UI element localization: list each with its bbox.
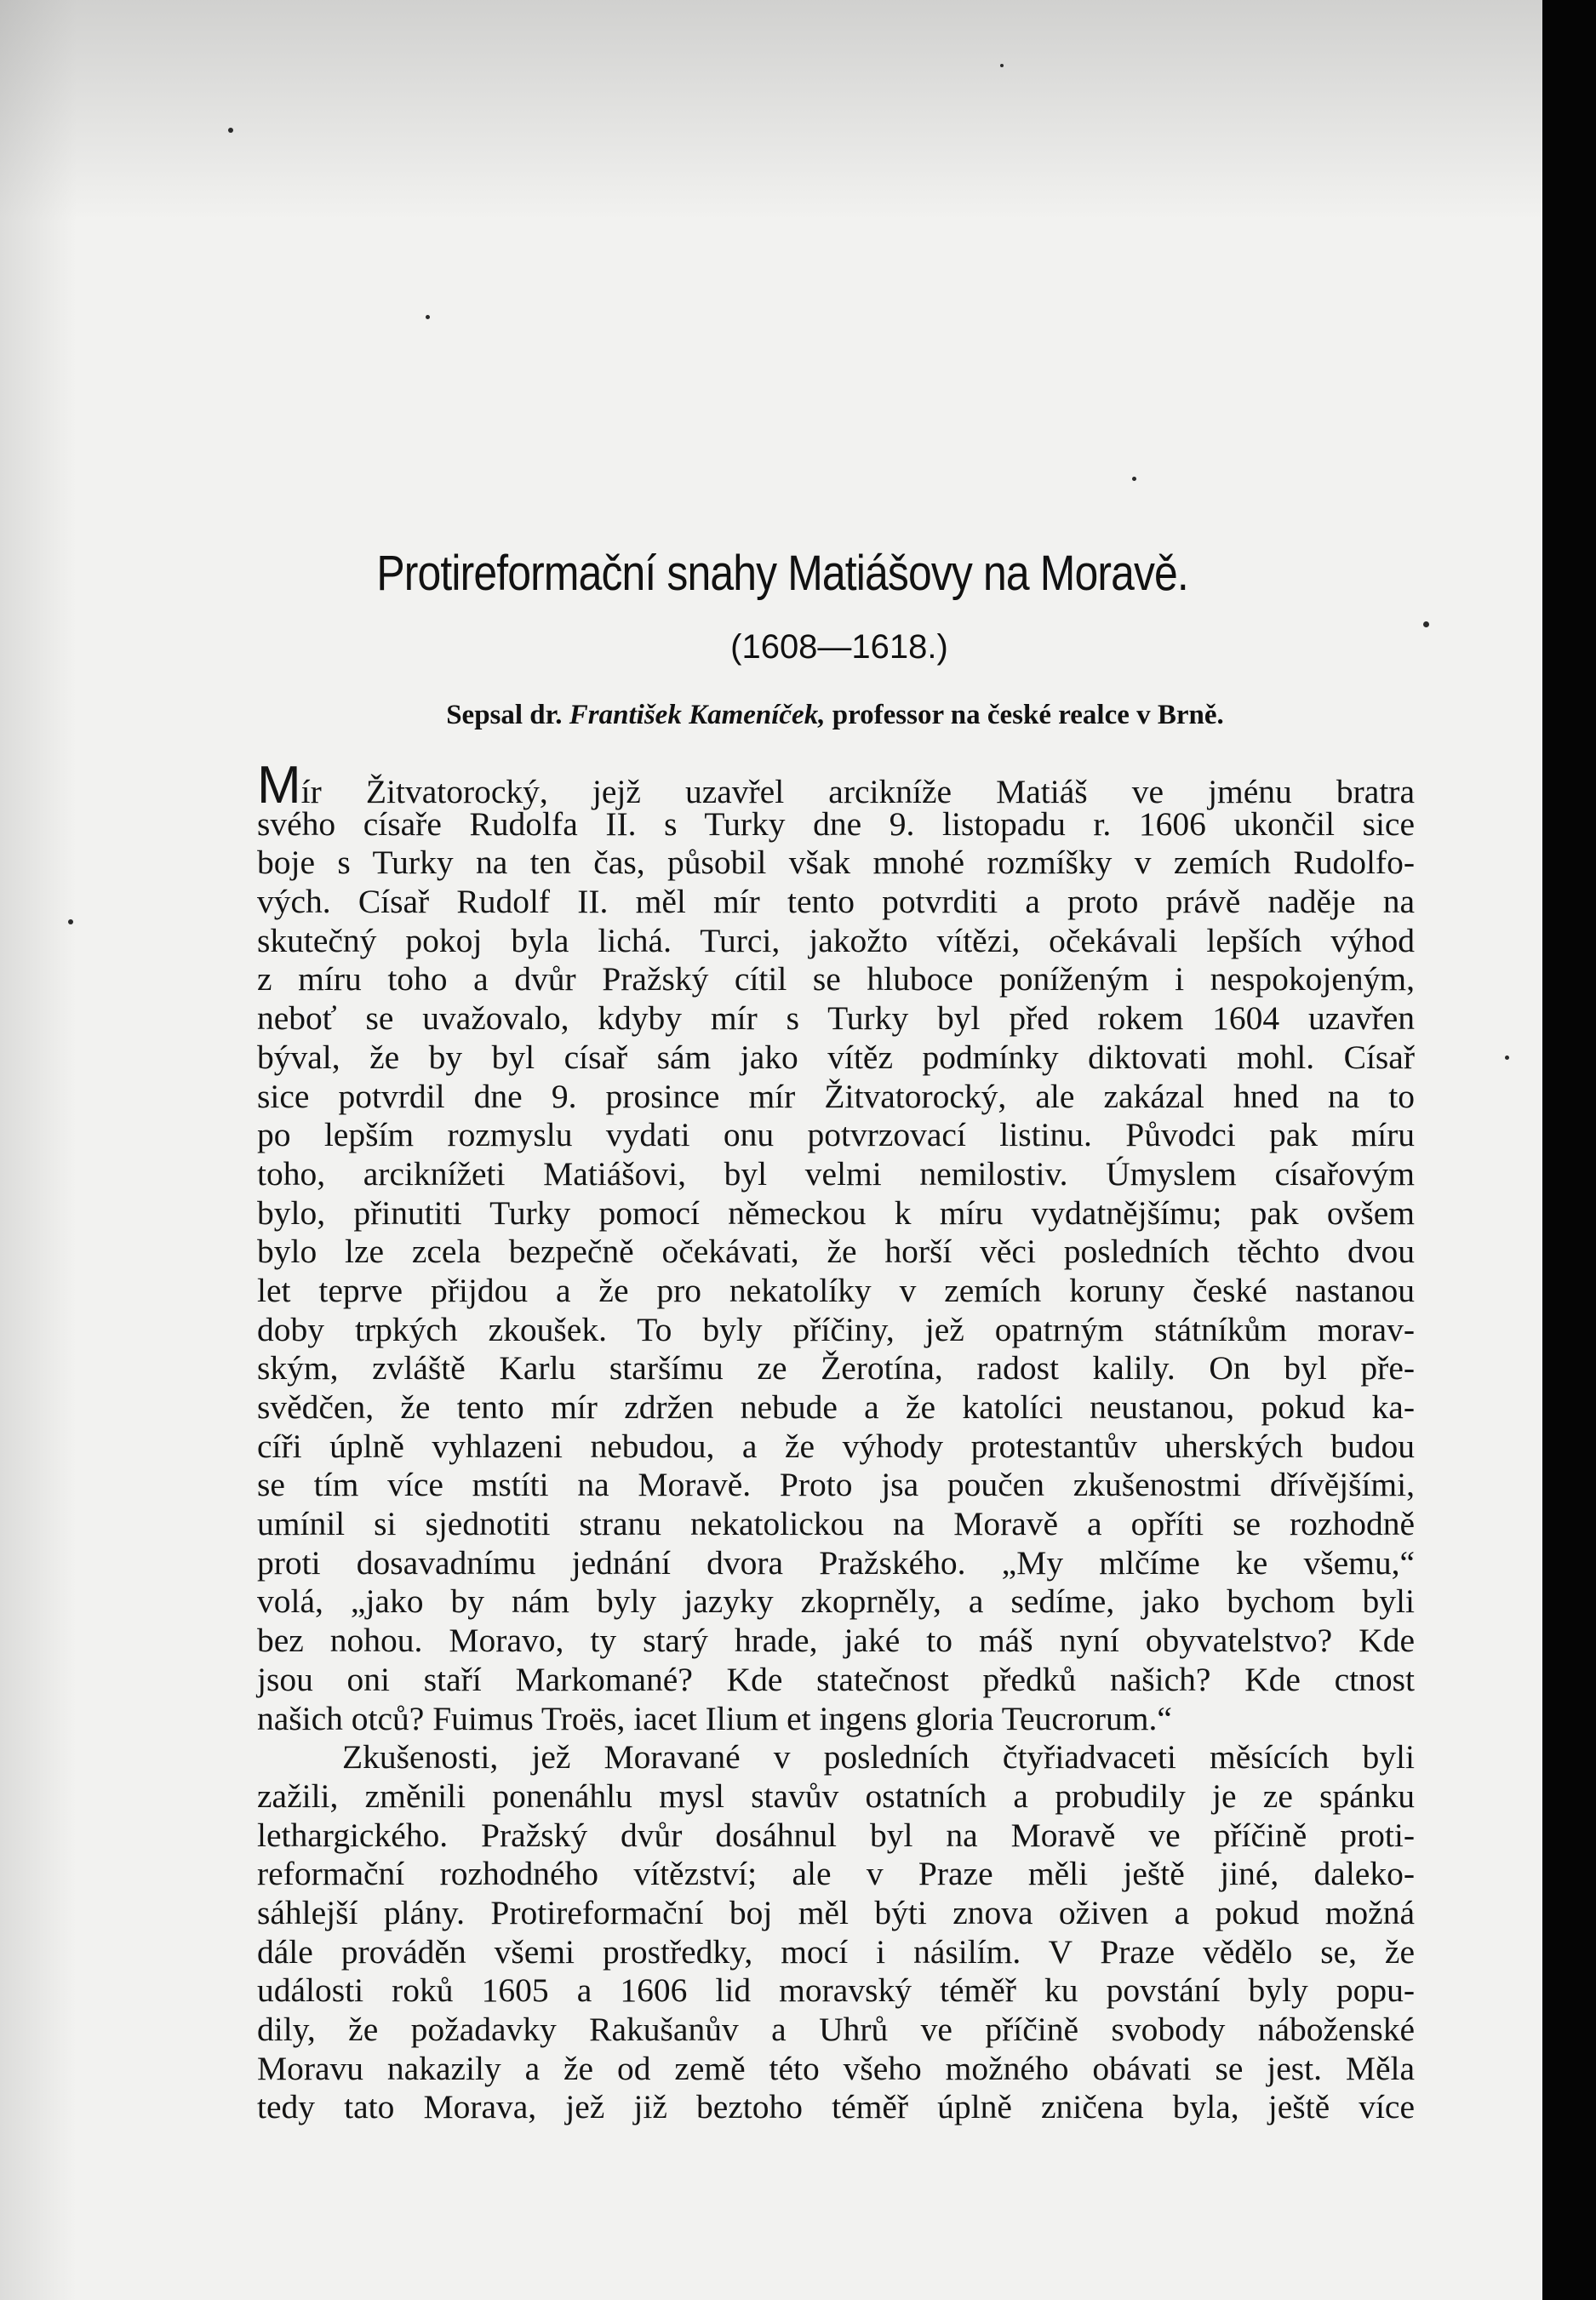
paragraph-line: neboť se uvažovalo, kdyby mír s Turky byl před rokem 1604 uzavřen bbox=[257, 999, 1415, 1038]
byline-prefix: Sepsal dr. bbox=[446, 700, 563, 730]
paragraph-line: svědčen, že tento mír zdržen nebude a že katolíci neustanou, pokud ka- bbox=[257, 1388, 1415, 1426]
article-body bbox=[257, 756, 1415, 2127]
paragraph-line: bez nohou. Moravo, ty starý hrade, jaké to máš nyní obyvatelstvo? Kde bbox=[257, 1622, 1415, 1660]
paragraph-line: volá, „jako by nám byly jazyky zkoprněly, a sedíme, jako bychom byli bbox=[257, 1582, 1415, 1621]
paragraph-line: bylo, přinutiti Turky pomocí německou k míru vydatnějšímu; pak ovšem bbox=[257, 1193, 1415, 1232]
scan-speck bbox=[1000, 64, 1004, 67]
scan-speck bbox=[68, 919, 73, 924]
paragraph-line: bylo lze zcela bezpečně očekávati, že horší věci posledních těchto dvou bbox=[257, 1233, 1415, 1271]
paragraph-line: Moravu nakazily a že od země této všeho možného obávati se jest. Měla bbox=[257, 2049, 1415, 2087]
paragraph-line: ským, zvláště Karlu staršímu ze Žerotína, radost kalily. On byl pře- bbox=[257, 1349, 1415, 1387]
scan-speck bbox=[228, 128, 233, 133]
paragraph-line: z míru toho a dvůr Pražský cítil se hluboce poníženým i nespokojeným, bbox=[257, 960, 1415, 998]
paragraph-line: Mír Žitvatorocký, jejž uzavřel arcikníže Matiáš ve jménu bratra bbox=[257, 756, 1415, 815]
paragraph-line: našich otců? Fuimus Troës, iacet Ilium et ingens gloria Teucrorum.“ bbox=[257, 1699, 1172, 1737]
paragraph-line: býval, že by byl císař sám jako vítěz podmínky diktovati mohl. Císař bbox=[257, 1038, 1415, 1076]
scan-speck bbox=[426, 315, 430, 319]
paragraph-line: se tím více mstíti na Moravě. Proto jsa poučen zkušenostmi dřívějšími, bbox=[257, 1466, 1415, 1504]
paragraph-line: reformační rozhodného vítězství; ale v Praze měli ještě jiné, daleko- bbox=[257, 1855, 1415, 1893]
drop-cap: M bbox=[257, 756, 301, 815]
scan-speck bbox=[1505, 1056, 1509, 1060]
paragraph-line: sáhlejší plány. Protireformační boj měl býti znova oživen a pokud možná bbox=[257, 1893, 1415, 1931]
scan-speck bbox=[1132, 477, 1136, 481]
paragraph-line: umínil si sjednotiti stranu nekatolickou na Moravě a opříti se rozhodně bbox=[257, 1505, 1415, 1543]
paragraph-line: události roků 1605 a 1606 lid moravský téměř ku povstání byly popu- bbox=[257, 1971, 1415, 2010]
scan-speck bbox=[1423, 621, 1429, 627]
paragraph-line: doby trpkých zkoušek. To byly příčiny, jež opatrným státníkům morav- bbox=[257, 1310, 1415, 1348]
paragraph-line: proti dosavadnímu jednání dvora Pražského. „My mlčíme ke všemu,“ bbox=[257, 1543, 1415, 1582]
paragraph-line: sice potvrdil dne 9. prosince mír Žitvatorocký, ale zakázal hned na to bbox=[257, 1077, 1415, 1115]
byline-suffix: professor na české realce v Brně. bbox=[832, 700, 1224, 730]
paragraph-line: dily, že požadavky Rakušanův a Uhrů ve příčině svobody náboženské bbox=[257, 2011, 1415, 2048]
scan-shadow-top bbox=[0, 0, 1542, 221]
paragraph-line: vých. Císař Rudolf II. měl mír tento potvrditi a proto právě naděje na bbox=[257, 883, 1415, 921]
paragraph-line: boje s Turky na ten čas, působil však mnohé rozmíšky v zemích Rudolfo- bbox=[257, 844, 1415, 882]
scan-shadow-left bbox=[0, 0, 77, 2300]
paragraph-line: skutečný pokoj byla lichá. Turci, jakožto vítězi, očekávali lepších výhod bbox=[257, 921, 1415, 959]
scan-border-right bbox=[1542, 0, 1596, 2300]
paragraph-line: zažili, změnili ponenáhlu mysl stavův ostatních a probudily je ze spánku bbox=[257, 1776, 1415, 1815]
paragraph-line: toho, arciknížeti Matiášovi, byl velmi nemilostiv. Úmyslem císařovým bbox=[257, 1154, 1415, 1193]
date-range: (1608—1618.) bbox=[730, 628, 948, 666]
page-title: Protireformační snahy Matiášovy na Moravě. bbox=[376, 546, 1188, 601]
byline bbox=[0, 700, 1542, 731]
paragraph-line: svého císaře Rudolfa II. s Turky dne 9. listopadu r. 1606 ukončil sice bbox=[257, 804, 1415, 843]
paragraph-line: jsou oni staří Markomané? Kde statečnost předků našich? Kde ctnost bbox=[257, 1660, 1415, 1698]
paragraph-line: Zkušenosti, jež Moravané v posledních čtyřiadvaceti měsících byli bbox=[342, 1738, 1415, 1776]
byline-author: František Kameníček, bbox=[569, 700, 826, 730]
paragraph-line: dále prováděn všemi prostředky, mocí i násilím. V Praze vědělo se, že bbox=[257, 1932, 1415, 1971]
paragraph-line: let teprve přijdou a že pro nekatolíky v zemích koruny české nastanou bbox=[257, 1271, 1415, 1309]
paragraph-line: lethargického. Pražský dvůr dosáhnul byl na Moravě ve příčině proti- bbox=[257, 1816, 1415, 1854]
paragraph-line: po lepším rozmyslu vydati onu potvrzovací listinu. Původci pak míru bbox=[257, 1116, 1415, 1154]
paragraph-line: cíři úplně vyhlazeni nebudou, a že výhody protestantův uherských budou bbox=[257, 1427, 1415, 1465]
paragraph-line: tedy tato Morava, jež již beztoho téměř úplně zničena byla, ještě více bbox=[257, 2088, 1415, 2126]
